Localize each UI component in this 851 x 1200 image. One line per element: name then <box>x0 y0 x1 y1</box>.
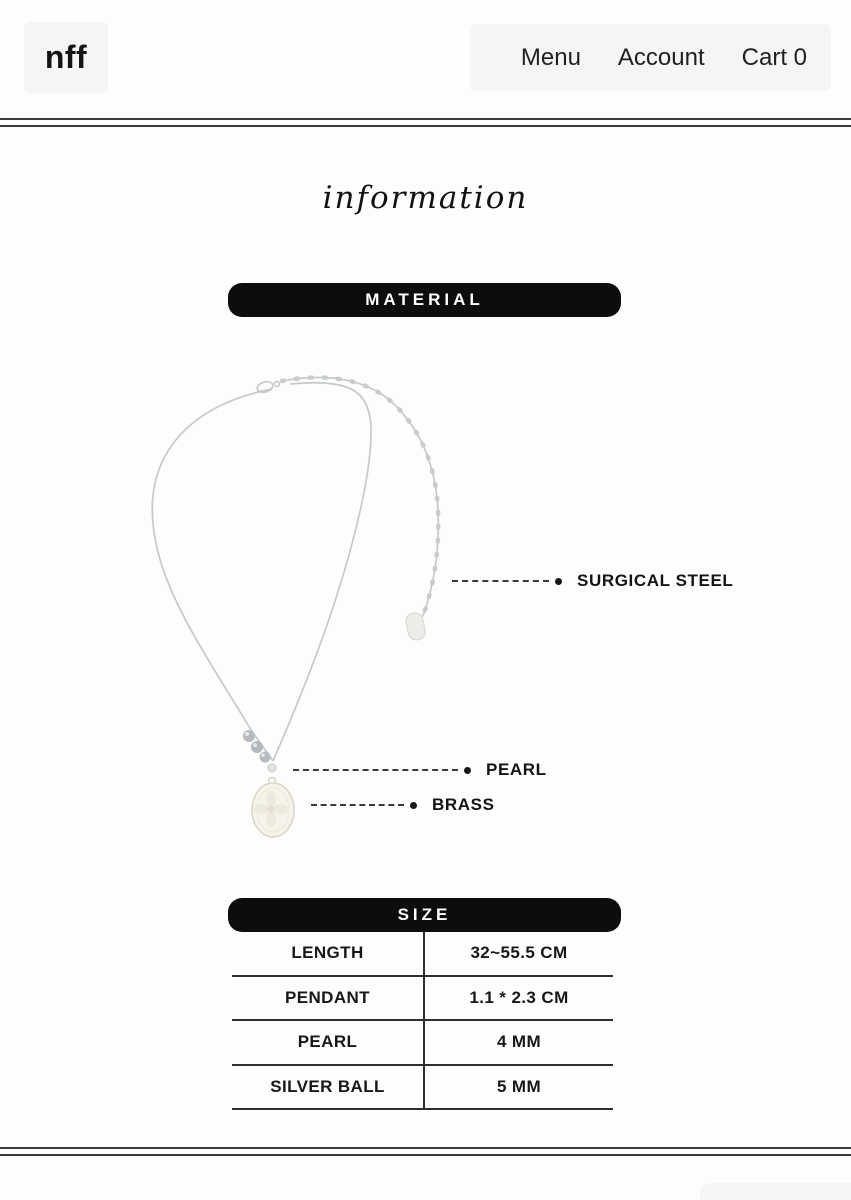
table-row <box>232 1066 613 1111</box>
ball-highlight <box>261 753 265 757</box>
brand-logo-text: nff <box>44 39 88 75</box>
callout-dashed-line <box>293 769 458 771</box>
callout-bullet <box>464 767 471 774</box>
callout-pearl <box>293 760 547 780</box>
size-section-header <box>228 898 621 932</box>
size-row-name: LENGTH <box>232 932 425 975</box>
silver-ball <box>243 730 255 742</box>
size-row-name: PEARL <box>232 1021 425 1064</box>
table-row <box>232 977 613 1022</box>
callout-brass <box>311 795 495 815</box>
nav-account-link[interactable]: Account <box>617 43 705 71</box>
footer-corner-box <box>700 1183 851 1200</box>
material-section-label: MATERIAL <box>365 290 484 309</box>
callout-label: SURGICAL STEEL <box>577 571 734 590</box>
callout-dashed-line <box>452 580 549 582</box>
information-heading: information <box>322 180 529 216</box>
callout-label: BRASS <box>432 795 495 814</box>
size-table <box>232 932 613 1110</box>
chain-right-path <box>273 383 371 761</box>
size-row-value: 32~55.5 CM <box>470 943 568 963</box>
size-row-value: 5 MM <box>496 1076 542 1096</box>
nav-cart-link[interactable]: Cart 0 <box>741 43 807 71</box>
ball-highlight <box>253 743 257 747</box>
size-row-value: 4 MM <box>496 1032 542 1052</box>
clasp-icon <box>256 380 274 394</box>
silver-ball <box>260 752 271 763</box>
material-section-header <box>228 283 621 317</box>
extender-chain-path <box>282 377 438 629</box>
necklace-product-image <box>130 355 480 855</box>
size-row-name: SILVER BALL <box>232 1066 425 1109</box>
callout-dashed-line <box>311 804 404 806</box>
ball-highlight <box>245 732 249 736</box>
bottom-divider <box>0 1147 851 1156</box>
brand-logo[interactable] <box>24 22 108 93</box>
extender-beads <box>282 377 438 629</box>
callout-bullet <box>410 802 417 809</box>
pearl-bead <box>268 764 276 772</box>
callout-surgical-steel <box>452 571 733 591</box>
size-section-label: SIZE <box>397 905 452 924</box>
clasp-ring <box>275 382 280 387</box>
callout-bullet <box>555 578 562 585</box>
header-nav <box>470 24 831 91</box>
table-row <box>232 1021 613 1066</box>
silver-ball <box>251 741 263 753</box>
size-row-name: PENDANT <box>232 977 425 1020</box>
table-row <box>232 932 613 977</box>
top-divider <box>0 118 851 127</box>
callout-label: PEARL <box>486 760 547 779</box>
nav-menu-link[interactable]: Menu <box>520 43 581 71</box>
chain-left-path <box>152 389 273 761</box>
size-row-value: 1.1 * 2.3 CM <box>469 987 569 1007</box>
